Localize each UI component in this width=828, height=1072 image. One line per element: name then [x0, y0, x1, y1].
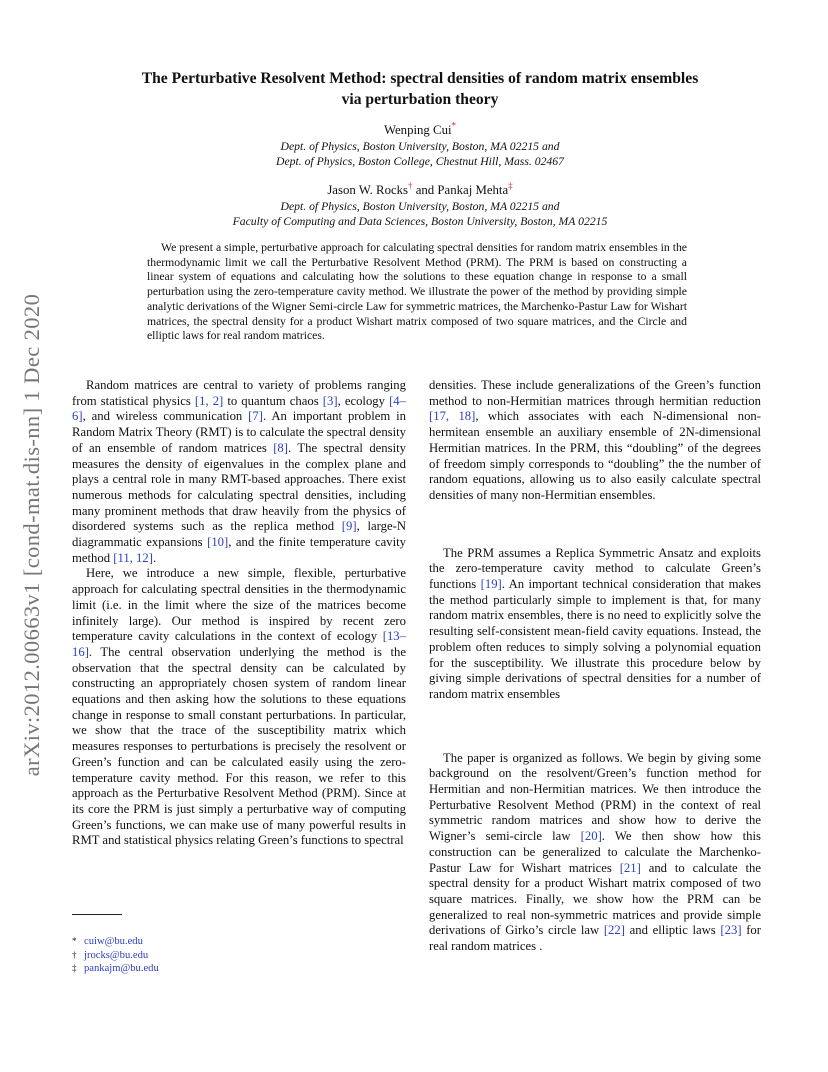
paper-title: The Perturbative Resolvent Method: spectral densities of random matrix ensembles via perturbation theory — [141, 70, 699, 108]
footnote-marker[interactable]: ‡ — [508, 180, 513, 191]
paragraph: The PRM assumes a Replica Symmetric Ansatz and exploits the zero-temperature cavity method to calculate Green’s functions [19]. An important technical consideration that makes the method particularly simple to implement is that, for many random matrix ensembles, there is no need to explicitly solve the resulting self-consistent mean-field cavity equations. Instead, the problem often reduces to simply solving a polynomial equation for the susceptibility. We illustrate this procedure below by giving simple derivations of spectral densities for a number of random matrix ensembles — [429, 545, 761, 701]
affiliation-line: Dept. of Physics, Boston College, Chestnut Hill, Mass. 02467 — [276, 155, 564, 168]
citation-link[interactable]: [9] — [341, 519, 357, 534]
citation-link[interactable]: [20] — [580, 829, 602, 844]
footnote-item — [72, 949, 159, 963]
affiliation-line: Dept. of Physics, Boston University, Boston, MA 02215 and — [280, 200, 560, 213]
paragraph: Random matrices are central to variety of problems ranging from statistical physics [1, 2] to quantum chaos [3], ecology [4–6], and wireless communication [7]. An important problem in Random Matrix Theory (RMT) is to calculate the spectral density of an ensemble of random matrices [8]. The spectral density measures the density of eigenvalues in the complex plane and plays a central role in many RMT-based approaches. There exist numerous methods for calculating spectral densities, including many prominent methods that draw heavily from the physics of disordered systems such as the replica method [9], large-N diagrammatic expansions [10], and the finite temperature cavity method [11, 12]. — [72, 378, 406, 565]
author-names: Jason W. Rocks† and Pankaj Mehta‡ — [327, 180, 513, 197]
citation-link[interactable]: [4–6] — [72, 393, 406, 424]
affiliation-line: Dept. of Physics, Boston University, Boston, MA 02215 and — [280, 140, 560, 153]
footnote-marker[interactable]: † — [408, 180, 413, 191]
author-block-1 — [70, 122, 770, 169]
citation-link[interactable]: [3] — [322, 393, 338, 408]
footnote-item — [72, 935, 159, 949]
footnote-marker[interactable]: * — [451, 120, 457, 131]
footnote-item — [72, 962, 159, 976]
citation-link[interactable]: [1, 2] — [194, 393, 224, 408]
email-link[interactable]: jrocks@bu.edu — [84, 949, 149, 961]
paragraph: densities. These include generalizations of the Green’s function method to non-Hermitian matrices through hermitian reduction [17, 18], which associates with each N-dimensional non-hermitean ensemble an auxiliary ensemble of 2N-dimensional Hermitian matrices. In the PRM, this “doubling” of the degrees of freedom simply corresponds to “doubling” the the number of random equations, allowing us to also easily calculate spectral densities of many non-Hermitian ensembles. — [429, 378, 761, 502]
footnote-marker: ‡ — [72, 963, 77, 974]
citation-link[interactable]: [7] — [248, 409, 263, 424]
arxiv-identifier-label: arXiv:2012.00663v1 [cond-mat.dis-nn] 1 Dec 2020 — [19, 293, 44, 777]
paragraph: Here, we introduce a new simple, flexible, perturbative approach for calculating spectral densities in the thermodynamic limit (i.e. in the limit where the size of the matrices become infinitely large). Our method is inspired by recent zero temperature cavity calculations in the context of ecology [13–16]. The central observation underlying the method is the observation that the spectral density can be calculated by constructing an appropriately chosen system of random linear equations and then asking how the solutions to these equations change in response to small constant perturbations. In particular, we show that the trace of the susceptibility matrix which measures responses to perturbations is precisely the resolvent or Green’s function and can be calculated easily using the zero-temperature cavity method. For this reason, we refer to this approach as the Perturbative Resolvent Method (PRM). Since at its core the PRM is just simply a perturbative way of computing Green’s functions, we can make use of many powerful results in RMT and statistical physics relating Green’s functions to spectral — [72, 566, 406, 848]
citation-link[interactable]: [11, 12] — [113, 550, 153, 565]
citation-link[interactable]: [21] — [619, 860, 641, 875]
citation-link[interactable]: [19] — [480, 577, 502, 592]
abstract: We present a simple, perturbative approach for calculating spectral densities for random matrix ensembles in the thermodynamic limit we call the Perturbative Resolvent Method (PRM). The PRM is based on constructing a linear system of equations and calculating how the solutions to these equation change in response to a small perturbation using the zero-temperature cavity method. We illustrate the power of the method by providing simple analytic derivations of the Wigner Semi-circle Law for symmetric matrices, the Marchenko-Pastur Law for Wishart matrices, the spectral density for a product Wishart matrix composed of two square matrices, and the Circle and elliptic laws for real random matrices. — [147, 241, 687, 343]
footnote-marker: * — [72, 936, 77, 946]
citation-link[interactable]: [17, 18] — [429, 409, 476, 424]
footnotes — [72, 935, 159, 976]
citation-link[interactable]: [23] — [720, 923, 742, 938]
email-link[interactable]: pankajm@bu.edu — [84, 963, 159, 975]
author-block-2 — [70, 182, 770, 229]
citation-link[interactable]: [13–16] — [72, 629, 406, 659]
citation-link[interactable]: [8] — [273, 440, 288, 455]
paragraph: The paper is organized as follows. We begin by giving some background on the resolvent/Green’s function method for Hermitian and non-Hermitian matrices. We then introduce the Perturbative Resolvent Method (PRM) in the context of real symmetric random matrices and show how to derive the Wigner’s semi-circle law [20]. We then show how this construction can be generalized to calculate the Marchenko-Pastur Law for Wishart matrices [21] and to calculate the spectral density for a product Wishart matrix composed of two square matrices. Finally, we show how the PRM can be generalized to real non-symmetric matrices and provide simple derivations of Girko’s circle law [22] and elliptic laws [23] for real random matrices . — [429, 750, 762, 954]
citation-link[interactable]: [22] — [603, 923, 625, 938]
footnote-marker: † — [72, 949, 77, 960]
footnote-divider — [72, 914, 122, 915]
email-link[interactable]: cuiw@bu.edu — [84, 936, 143, 947]
citation-link[interactable]: [10] — [207, 535, 229, 550]
affiliation-line: Faculty of Computing and Data Sciences, Boston University, Boston, MA 02215 — [232, 215, 608, 228]
author-name: Wenping Cui* — [383, 120, 457, 137]
right-column — [429, 378, 761, 955]
left-column — [72, 378, 406, 849]
